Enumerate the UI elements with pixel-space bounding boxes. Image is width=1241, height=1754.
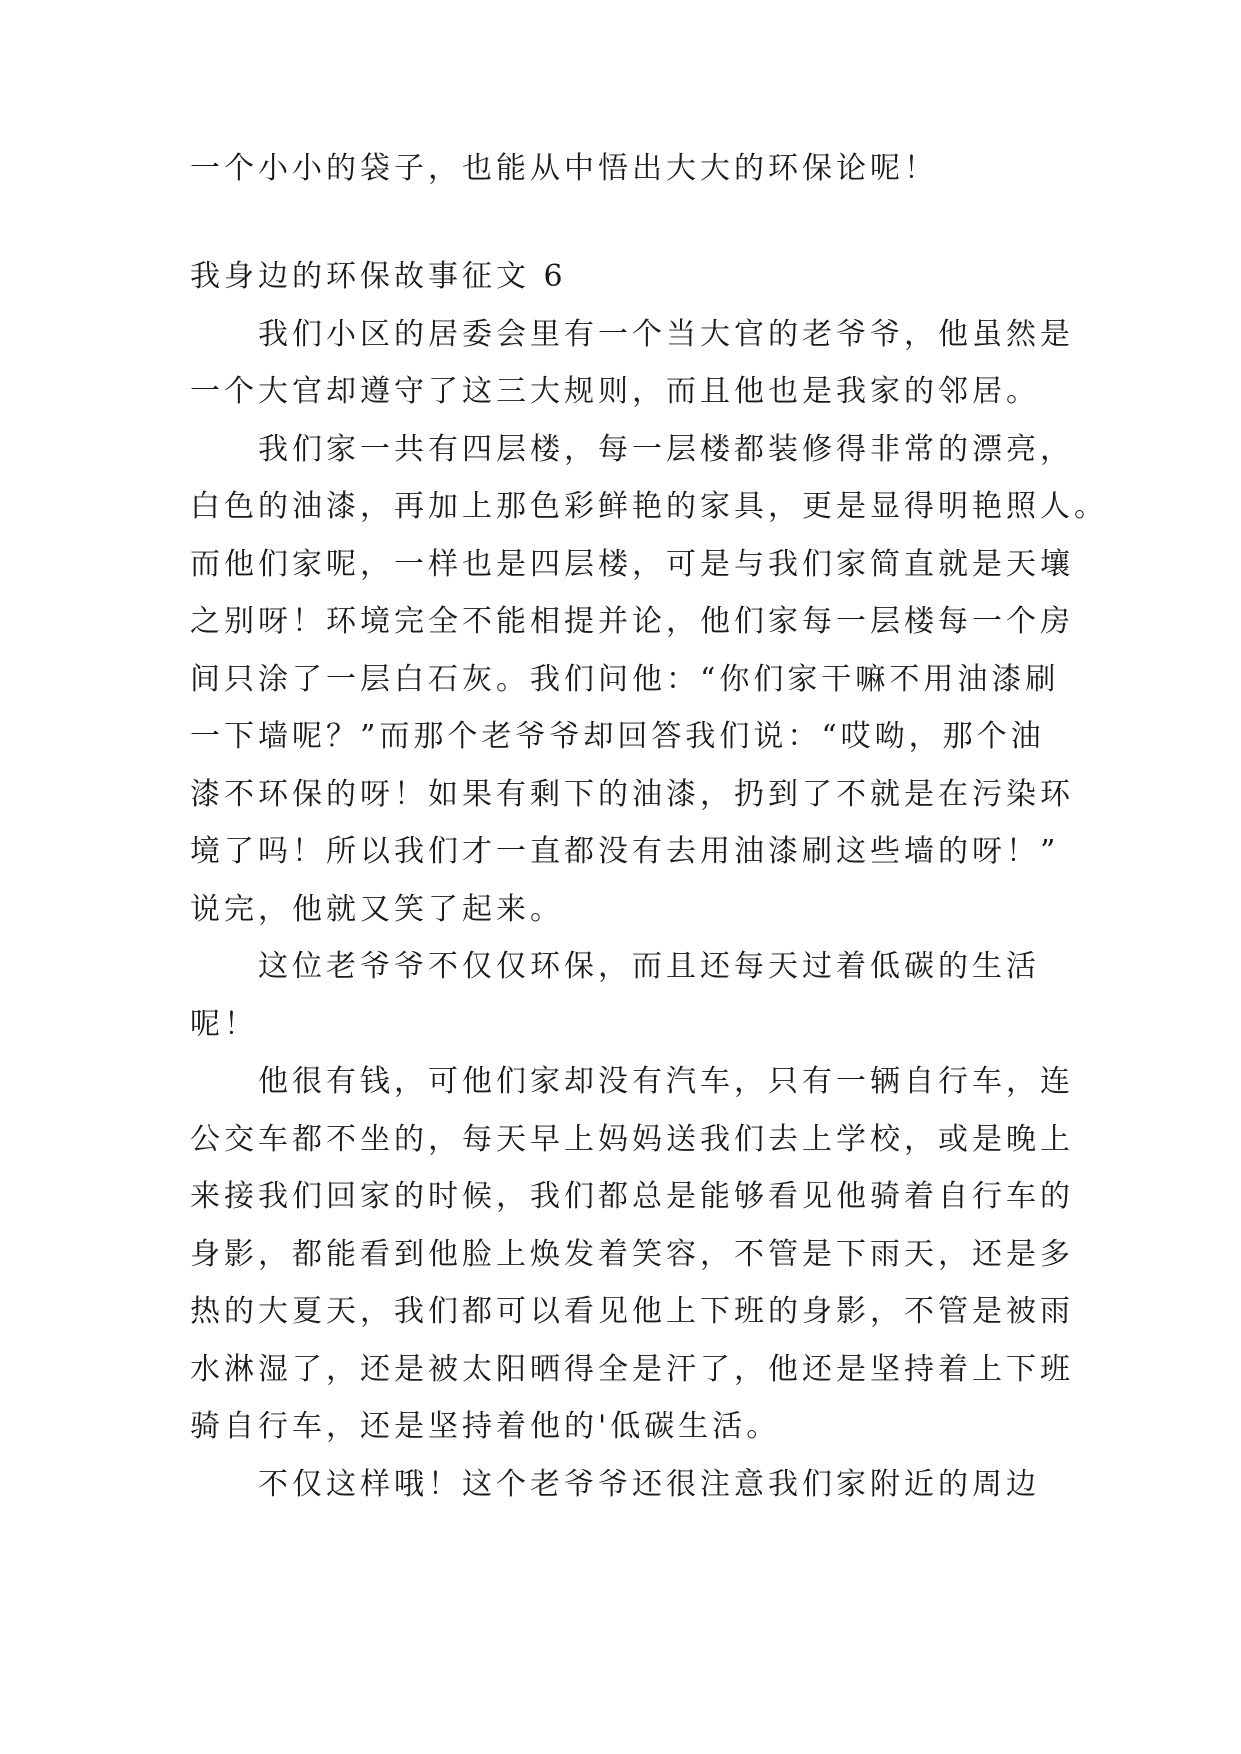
intro-section <box>190 140 1050 198</box>
article-heading: 我身边的环保故事征文 6 <box>190 259 567 294</box>
paragraph-line: 白色的油漆，再加上那色彩鲜艳的家具，更是显得明艳照人。 <box>190 489 1108 524</box>
paragraph-line: 这位老爷爷不仅仅环保，而且还每天过着低碳的生活 <box>258 949 1040 984</box>
paragraph-line: 来接我们回家的时候，我们都总是能够看见他骑着自行车的 <box>190 1179 1074 1214</box>
paragraph-line: 说完，他就又笑了起来。 <box>190 891 564 927</box>
paragraph-line: 一个大官却遵守了这三大规则，而且他也是我家的邻居。 <box>190 374 1040 409</box>
paragraph-4 <box>190 1053 1074 1456</box>
paragraph-line: 公交车都不坐的，每天早上妈妈送我们去上学校，或是晚上 <box>190 1121 1074 1157</box>
paragraph-line: 一下墙呢？”而那个老爷爷却回答我们说：“哎呦，那个油 <box>190 719 1045 754</box>
paragraph-line: 不仅这样哦！这个老爷爷还很注意我们家附近的周边 <box>258 1466 1040 1502</box>
paragraph-3 <box>190 938 1050 1053</box>
paragraph-line: 间只涂了一层白石灰。我们问他：“你们家干嘛不用油漆刷 <box>190 661 1060 697</box>
intro-line: 一个小小的袋子，也能从中悟出大大的环保论呢！ <box>190 151 938 186</box>
paragraph-5 <box>190 1456 1050 1514</box>
paragraph-line: 漆不环保的呀！如果有剩下的油漆，扔到了不就是在污染环 <box>190 776 1074 812</box>
paragraph-line: 之别呀！环境完全不能相提并论，他们家每一层楼每一个房 <box>190 604 1074 639</box>
article-section <box>190 248 1108 1513</box>
paragraph-line: 我们小区的居委会里有一个当大官的老爷爷，他虽然是 <box>258 316 1074 352</box>
paragraph-line: 身影，都能看到他脸上焕发着笑容，不管是下雨天，还是多 <box>190 1236 1074 1272</box>
paragraph-1 <box>190 306 1074 421</box>
paragraph-line: 我们家一共有四层楼，每一层楼都装修得非常的漂亮， <box>258 431 1074 467</box>
paragraph-line: 境了吗！所以我们才一直都没有去用油漆刷这些墙的呀！” <box>190 834 1060 869</box>
paragraph-line: 水淋湿了，还是被太阳晒得全是汗了，他还是坚持着上下班 <box>190 1351 1074 1387</box>
paragraph-line: 热的大夏天，我们都可以看见他上下班的身影，不管是被雨 <box>190 1294 1074 1329</box>
paragraph-line: 骑自行车，还是坚持着他的'低碳生活。 <box>190 1409 781 1444</box>
paragraph-line: 而他们家呢，一样也是四层楼，可是与我们家简直就是天壤 <box>190 546 1074 582</box>
paragraph-line: 他很有钱，可他们家却没有汽车，只有一辆自行车，连 <box>258 1064 1074 1099</box>
paragraph-2 <box>190 421 1108 939</box>
paragraph-line: 呢！ <box>190 1006 258 1042</box>
